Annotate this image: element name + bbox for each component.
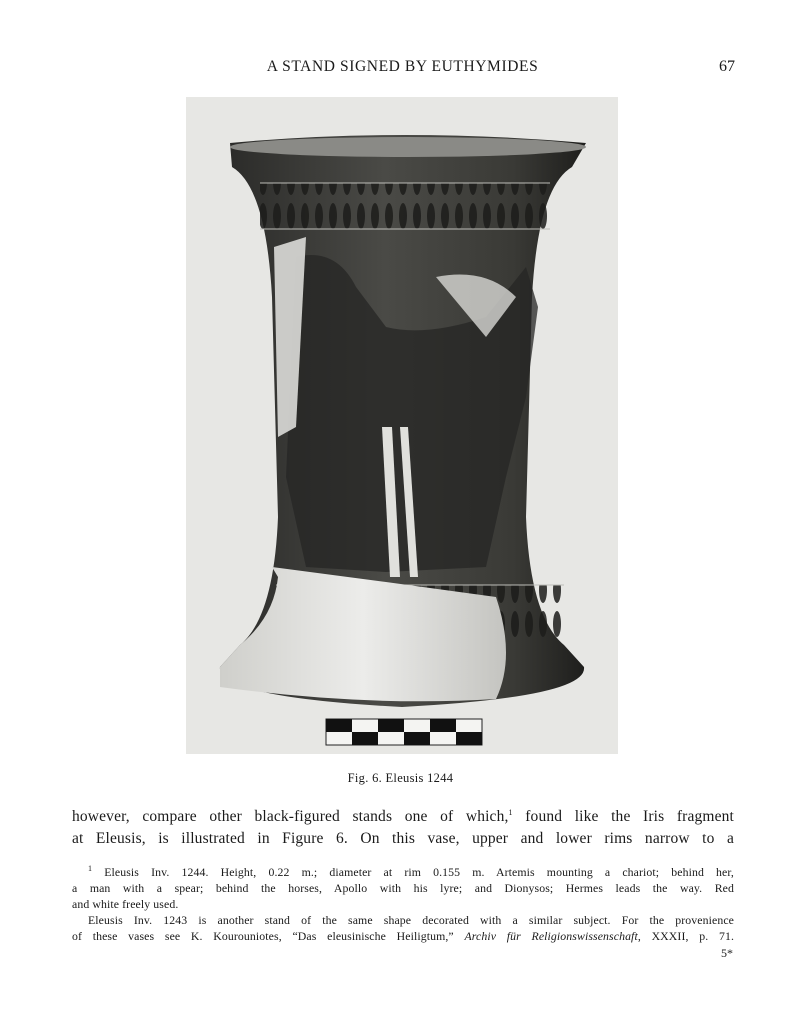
- body-line-1: however, compare other black-figured stands one of which,$^1$ found like the Iris fragment: [72, 807, 735, 825]
- footnote-marker: 1: [88, 864, 93, 874]
- body-line-2: at Eleusis, is illustrated in Figure 6. On this vase, upper and lower rims narrow to a: [72, 830, 734, 847]
- journal-title: Archiv für Religionswissenschaft: [464, 929, 638, 943]
- running-title: A STAND SIGNED BY EUTHYMIDES: [266, 58, 539, 75]
- footnote-2-line-1: Eleusis Inv. 1243 is another stand of the same shape decorated with a similar subject. For the provenience: [88, 913, 734, 927]
- figure-caption: Fig. 6. Eleusis 1244: [347, 771, 454, 785]
- vase-illustration: [186, 97, 618, 754]
- upper-ornament-band: [260, 183, 550, 229]
- scale-bar: [326, 719, 482, 745]
- signature-mark: 5*: [721, 946, 733, 960]
- footnote-1-line-2: a man with a spear; behind the horses, Apollo with his lyre; and Dionysos; Hermes leads the way. Red: [72, 881, 734, 895]
- footnote-ref: 1: [508, 807, 513, 817]
- running-head: [70, 58, 735, 80]
- footnote-2-line-2: of these vases see K. Kourouniotes, “Das eleusinische Heiligtum,” Archiv für Religionswissenschaft, XXXII, p. 71.: [72, 929, 734, 943]
- figure-photo: [186, 97, 618, 754]
- page-number: 67: [719, 58, 735, 75]
- body-paragraph: [72, 806, 734, 850]
- footnotes: [72, 864, 734, 944]
- footnote-1-line-1: $^1$ Eleusis Inv. 1244. Height, 0.22 m.; diameter at rim 0.155 m. Artemis mounting a chariot; behind her,: [88, 864, 734, 879]
- footnote-1-line-3: and white freely used.: [72, 897, 179, 911]
- upper-rim: [230, 137, 586, 157]
